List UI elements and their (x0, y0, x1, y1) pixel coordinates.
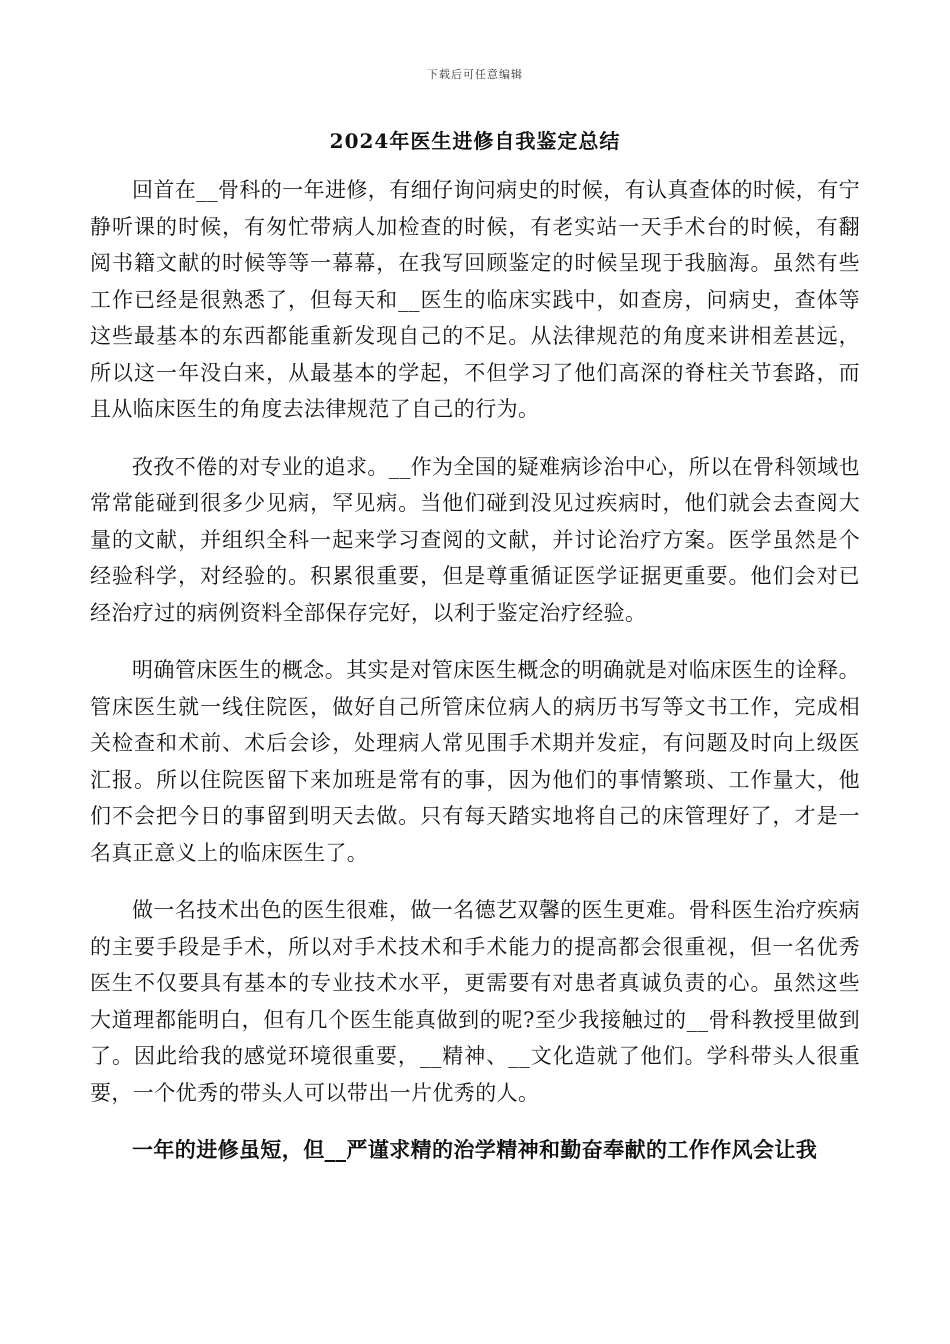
header-note: 下载后可任意编辑 (427, 68, 523, 81)
paragraph-bed-doctor: 明确管床医生的概念。其实是对管床医生概念的明确就是对临床医生的诠释。管床医生就一线住院医，做好自己所管床位病人的病历书写等文书工作，完成相关检查和术前、术后会诊，处理病人常见围手术期并发症，有问题及时向上级医汇报。所以住院医留下来加班是常有的事，因为他们的事情繁琐、工作量大，他们不会把今日的事留到明天去做。只有每天踏实地将自己的床管理好了，才是一名真正意义上的临床医生了。 (90, 658, 860, 865)
document-body (90, 172, 860, 1169)
paragraph-pursuit: 孜孜不倦的对专业的追求。__作为全国的疑难病诊治中心，所以在骨科领域也常常能碰到很多少见病，罕见病。当他们碰到没见过疾病时，他们就会去查阅大量的文献，并组织全科一起来学习查阅的文献，并讨论治疗方案。医学虽然是个经验科学，对经验的。积累很重要，但是尊重循证医学证据更重要。他们会对已经治疗过的病例资料全部保存完好，以利于鉴定治疗经验。 (90, 454, 860, 625)
paragraph-review: 回首在__骨科的一年进修，有细仔询问病史的时候，有认真查体的时候，有宁静听课的时候，有匆忙带病人加检查的时候，有老实站一天手术台的时候，有翻阅书籍文献的时候等等一幕幕，在我写回顾鉴定的时候呈现于我脑海。虽然有些工作已经是很熟悉了，但每天和__医生的临床实践中，如查房，问病史，查体等这些最基本的东西都能重新发现自己的不足。从法律规范的角度来讲相差甚远，所以这一年没白来，从最基本的学起，不但学习了他们高深的脊柱关节套路，而且从临床医生的角度去法律规范了自己的行为。 (90, 178, 860, 421)
document-title: 2024年医生进修自我鉴定总结 (329, 129, 621, 153)
paragraph-good-doctor: 做一名技术出色的医生很难，做一名德艺双馨的医生更难。骨科医生治疗疾病的主要手段是手术，所以对手术技术和手术能力的提高都会很重视，但一名优秀医生不仅要具有基本的专业技术水平，更需要有对患者真诚负责的心。虽然这些大道理都能明白，但有几个医生能真做到的呢?至少我接触过的__骨科教授里做到了。因此给我的感觉环境很重要，__精神、__文化造就了他们。学科带头人很重要，一个优秀的带头人可以带出一片优秀的人。 (90, 898, 860, 1105)
paragraph-conclusion: 一年的进修虽短，但__严谨求精的治学精神和勤奋奉献的工作作风会让我 (132, 1137, 818, 1162)
